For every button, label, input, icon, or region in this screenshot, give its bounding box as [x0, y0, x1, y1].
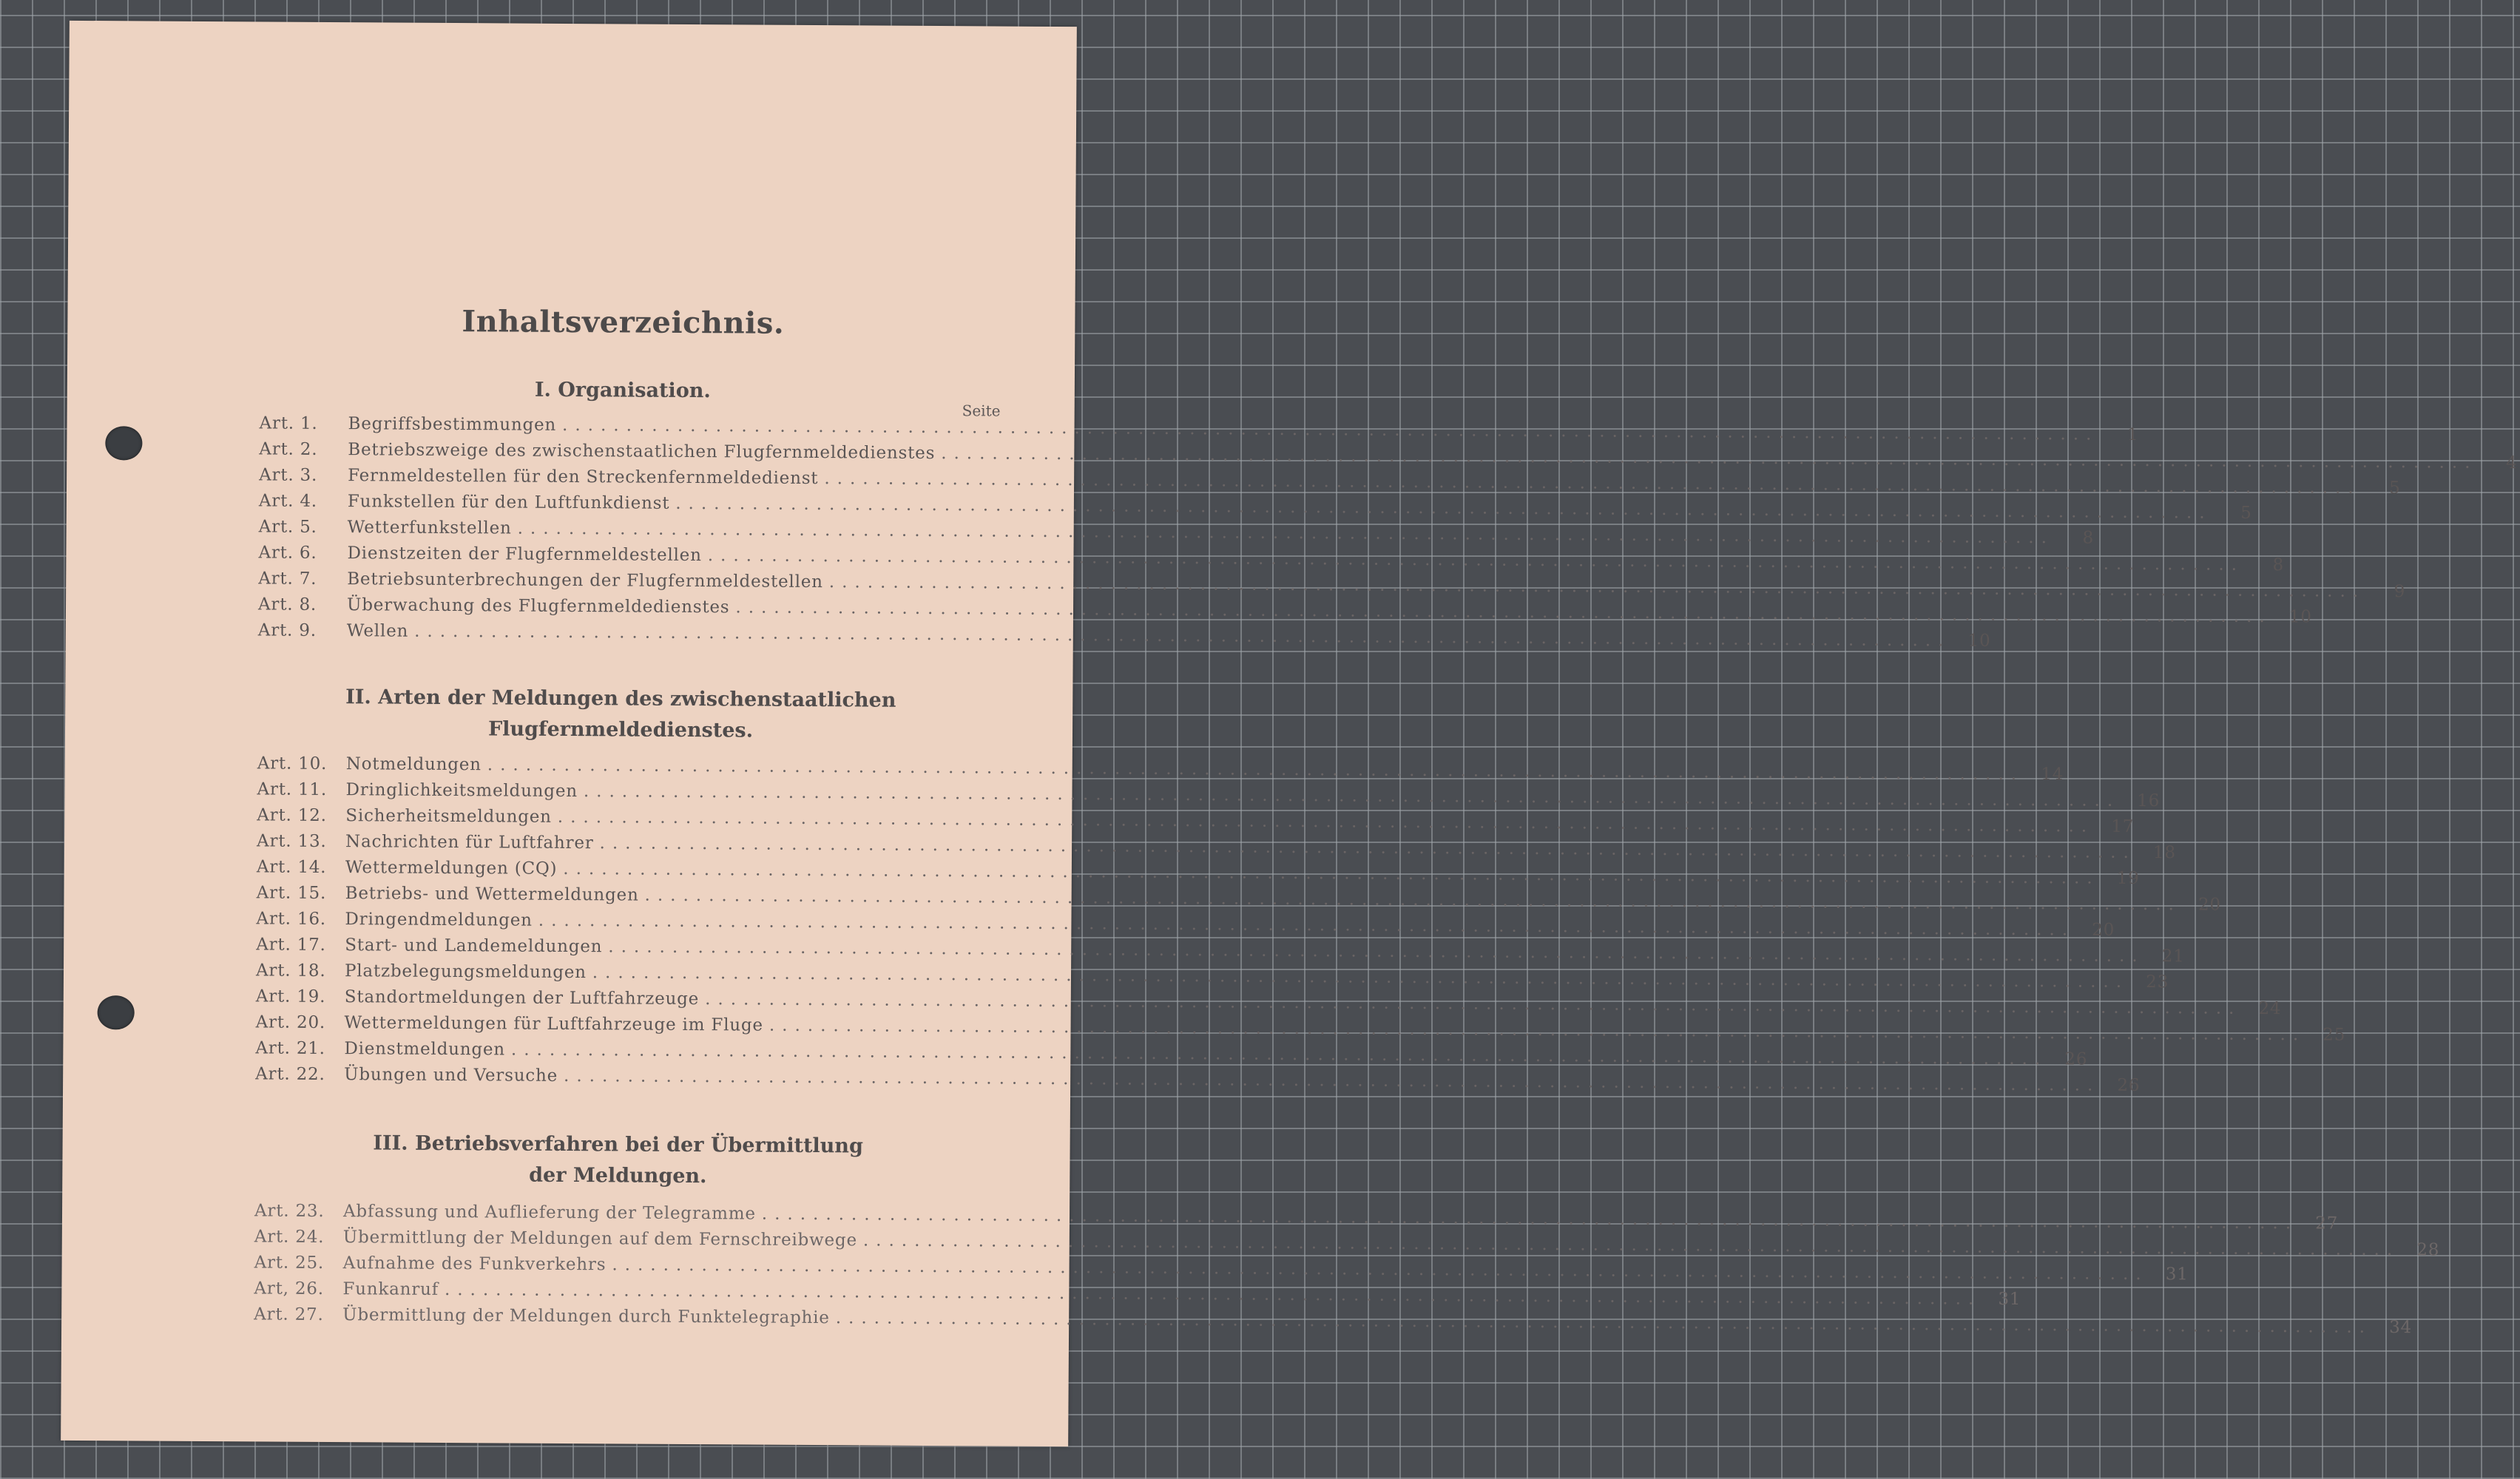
toc-section-2: [255, 754, 2346, 1095]
toc-article-number: Art. 1.: [259, 413, 318, 433]
toc-article-number: Art. 25.: [254, 1253, 325, 1273]
toc-entry-title: Wetterfunkstellen: [347, 518, 512, 538]
toc-entry-title: Wettermeldungen (CQ): [345, 858, 558, 879]
toc-page-number: 27: [2315, 1214, 2339, 1233]
toc-entry-title: Fernmeldestellen für den Streckenfernmeldedienst: [348, 466, 819, 489]
toc-page-number: 10: [2288, 607, 2312, 627]
toc-article-number: Art. 10.: [257, 754, 328, 774]
dot-leader: ........................................................................................................................: [592, 963, 2129, 992]
toc-entry-title: Überwachung des Flugfernmeldedienstes: [346, 595, 730, 617]
toc-article-number: Art. 13.: [257, 831, 327, 852]
toc-page-number: 18: [2152, 843, 2176, 863]
dot-leader: ........................................................................................................................: [612, 1255, 2149, 1285]
dot-leader: ........................................................................................................................: [824, 469, 2361, 498]
dot-leader: ........................................................................................................................: [761, 1204, 2299, 1233]
seite-label: Seite: [962, 402, 1001, 420]
toc-entry-title: Start- und Landemeldungen: [345, 935, 603, 957]
toc-page-number: 16: [2137, 791, 2161, 811]
toc-entry-title: Aufnahme des Funkverkehrs: [342, 1253, 607, 1275]
toc-entry-title: Funkanruf: [342, 1279, 439, 1299]
toc-entry-title: Dienstzeiten der Flugfernmeldestellen: [347, 544, 702, 566]
toc-entry: [254, 1304, 2413, 1338]
toc-article-number: Art. 14.: [256, 857, 327, 878]
dot-leader: ........................................................................................................................: [644, 885, 2181, 915]
dot-leader: ........................................................................................................................: [510, 1040, 2048, 1069]
dot-leader: ........................................................................................................................: [538, 910, 2075, 940]
toc-article-number: Art. 3.: [259, 465, 318, 485]
toc-article-number: Art. 23.: [254, 1201, 325, 1221]
toc-article-number: Art. 8.: [257, 595, 317, 615]
dot-leader: ........................................................................................................................: [583, 782, 2121, 810]
dot-leader: ........................................................................................................................: [563, 1066, 2101, 1095]
punch-hole: [98, 995, 135, 1029]
toc-entry-title: Betriebsunterbrechungen der Flugfernmeldestellen: [347, 569, 823, 592]
toc-article-number: Art. 15.: [256, 883, 327, 904]
toc-page-number: 4: [2506, 453, 2518, 473]
toc-entry-title: Wellen: [346, 621, 409, 641]
section-heading: I. Organisation.: [534, 378, 711, 403]
dot-leader: ........................................................................................................................: [487, 755, 2024, 785]
dot-leader: ........................................................................................................................: [735, 598, 2272, 627]
toc-article-number: Art. 7.: [258, 569, 317, 589]
toc-entry-title: Funkstellen für den Luftfunkdienst: [347, 492, 670, 513]
toc-section-1: [257, 413, 2518, 651]
toc-entry-title: Abfassung und Auflieferung der Telegramme: [342, 1202, 756, 1224]
dot-leader: ........................................................................................................................: [414, 621, 1951, 651]
toc-entry-title: Standortmeldungen der Luftfahrzeuge: [344, 987, 700, 1009]
toc-page-number: 23: [2146, 972, 2169, 992]
toc-entry-title: Übermittlung der Meldungen auf dem Fernschreibwege: [342, 1228, 857, 1250]
toc-article-number: Art, 26.: [254, 1279, 324, 1299]
punch-hole: [105, 426, 142, 460]
toc-article-number: Art. 9.: [257, 620, 317, 640]
toc-page-number: 28: [2416, 1240, 2440, 1260]
toc-entry: [255, 1064, 2141, 1095]
dot-leader: ........................................................................................................................: [707, 546, 2245, 575]
toc-article-number: Art. 24.: [254, 1227, 325, 1247]
toc-section-3: [254, 1201, 2440, 1338]
toc-entry-title: Platzbelegungsmeldungen: [344, 961, 587, 983]
toc-page-number: 5: [2389, 478, 2401, 498]
toc-page-number: 25: [2323, 1025, 2346, 1045]
toc-page-number: 20: [2092, 920, 2115, 940]
toc-entry-title: Übermittlung der Meldungen durch Funktelegraphie: [342, 1305, 830, 1328]
toc-page-number: 9: [2394, 582, 2406, 602]
dot-leader: ........................................................................................................................: [563, 859, 2100, 888]
toc-entry-title: Wettermeldungen für Luftfahrzeuge im Fluge: [344, 1013, 763, 1035]
toc-page-number: 8: [2272, 555, 2285, 575]
toc-article-number: Art. 17.: [256, 935, 326, 955]
dot-leader: ........................................................................................................................: [941, 444, 2478, 473]
toc-page-number: 14: [2041, 765, 2064, 785]
toc-article-number: Art. 2.: [259, 439, 318, 459]
toc-article-number: Art. 11.: [257, 779, 328, 800]
toc-entry-title: Dringendmeldungen: [345, 910, 533, 930]
toc-page-number: 26: [2117, 1075, 2141, 1095]
dot-leader: ........................................................................................................................: [557, 807, 2095, 836]
toc-entry-title: Dringlichkeitsmeldungen: [345, 780, 578, 802]
toc-page-number: 21: [2161, 947, 2185, 967]
toc-page-number: 31: [2165, 1265, 2189, 1285]
dot-leader: ........................................................................................................................: [835, 1308, 2373, 1337]
page-title: Inhaltsverzeichnis.: [462, 304, 785, 341]
toc-entry-title: Sicherheitsmeldungen: [345, 806, 552, 827]
dot-leader: ........................................................................................................................: [769, 1015, 2306, 1045]
toc-article-number: Art. 22.: [255, 1064, 325, 1084]
toc-article-number: Art. 27.: [254, 1304, 324, 1324]
toc-page-number: 17: [2111, 816, 2135, 836]
toc-article-number: Art. 21.: [255, 1038, 325, 1058]
toc-entry-title: Übungen und Versuche: [344, 1065, 558, 1086]
toc-entry-title: Nachrichten für Luftfahrer: [345, 832, 594, 853]
toc-entry-title: Begriffsbestimmungen: [348, 414, 557, 435]
section-heading: II. Arten der Meldungen des zwischenstaatlichen Flugfernmeldedienstes.: [345, 686, 896, 742]
toc-page-number: 31: [1998, 1289, 2021, 1310]
toc-entry-title: Betriebszweige des zwischenstaatlichen Flugfernmeldedienstes: [348, 440, 936, 464]
dot-leader: ........................................................................................................................: [828, 572, 2366, 601]
toc-article-number: Art. 16.: [256, 909, 326, 930]
document-page: [61, 21, 2518, 1446]
toc-article-number: Art. 6.: [258, 543, 317, 563]
toc-page-number: 26: [2064, 1049, 2088, 1069]
toc-page-number: 20: [2198, 895, 2221, 915]
dot-leader: ........................................................................................................................: [608, 937, 2145, 967]
toc-article-number: Art. 18.: [255, 961, 326, 981]
dot-leader: ........................................................................................................................: [562, 415, 2099, 444]
toc-page-number: 34: [2389, 1318, 2413, 1338]
dot-leader: ........................................................................................................................: [517, 518, 2054, 548]
toc-page-number: 1: [2127, 424, 2139, 444]
dot-leader: ........................................................................................................................: [599, 833, 2136, 862]
dot-leader: ........................................................................................................................: [705, 989, 2242, 1018]
toc-entry-title: Notmeldungen: [345, 754, 482, 775]
toc-page-number: 19: [2116, 868, 2140, 888]
toc-article-number: Art. 19.: [255, 986, 326, 1006]
toc-page-number: 8: [2082, 528, 2094, 548]
toc-entry: [257, 620, 1991, 651]
toc-article-number: Art. 4.: [258, 491, 318, 511]
dot-leader: ........................................................................................................................: [444, 1279, 1982, 1309]
toc-page-number: 24: [2258, 998, 2282, 1019]
toc-entry-title: Betriebs- und Wettermeldungen: [345, 884, 639, 905]
toc-page-number: 10: [1967, 631, 1991, 651]
toc-page-number: 5: [2240, 503, 2252, 523]
toc-article-number: Art. 5.: [258, 517, 317, 537]
section-heading: III. Betriebsverfahren bei der Übermittlung der Meldungen.: [373, 1131, 863, 1188]
toc-entry-title: Dienstmeldungen: [344, 1039, 506, 1060]
dot-leader: ........................................................................................................................: [862, 1231, 2400, 1260]
toc-article-number: Art. 20.: [255, 1012, 326, 1032]
dot-leader: ........................................................................................................................: [675, 493, 2212, 523]
toc-article-number: Art. 12.: [257, 805, 327, 826]
